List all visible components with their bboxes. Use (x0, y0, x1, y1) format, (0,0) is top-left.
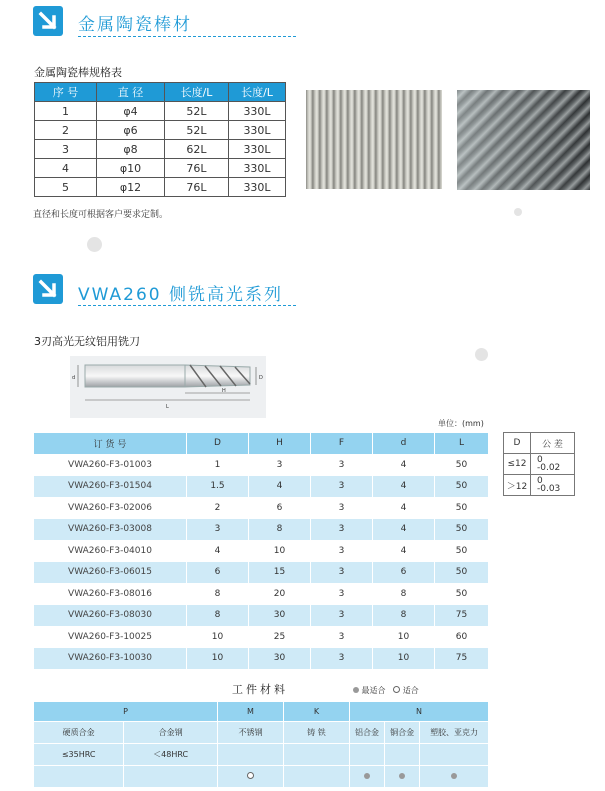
table-cell: 30 (249, 648, 311, 670)
table-row (34, 540, 489, 562)
table-cell: 10 (373, 648, 435, 670)
table-cell: 10 (249, 540, 311, 562)
legend-best: 最适合 (361, 686, 386, 695)
section-title: 金属陶瓷棒材 (78, 15, 192, 35)
table-cell: 4 (373, 497, 435, 519)
order-code-cell: VWA260-F3-02006 (34, 497, 187, 519)
tolerance-value: 0 -0.02 (531, 454, 575, 475)
table-cell: 20 (249, 583, 311, 605)
arrow-icon (33, 274, 63, 304)
table-cell: 50 (435, 540, 489, 562)
column-header: 长度/L (229, 83, 286, 102)
group-k: K (283, 702, 349, 722)
table-cell: 4 (373, 476, 435, 498)
table-cell: 3 (187, 519, 249, 541)
column-header: D (187, 433, 249, 455)
legend-ok: 适合 (402, 686, 419, 695)
table-cell: 2 (35, 121, 97, 140)
table-cell: 3 (311, 519, 373, 541)
table-cell: 4 (249, 476, 311, 498)
table-cell: 76L (165, 178, 229, 197)
table-cell: 4 (373, 454, 435, 476)
table-cell: 6 (249, 497, 311, 519)
dim-H-label: H (222, 388, 226, 394)
table-row (34, 583, 489, 605)
table-cell: 25 (249, 626, 311, 648)
table-row (34, 519, 489, 541)
tolerance-header: D (504, 433, 531, 454)
end-mill-diagram (70, 356, 266, 418)
table-cell: 4 (373, 519, 435, 541)
best-fit-icon (364, 773, 370, 779)
table-row (35, 121, 286, 140)
table-row (34, 562, 489, 584)
suitability-cell (349, 766, 384, 788)
order-code-cell: VWA260-F3-01003 (34, 454, 187, 476)
table-row (35, 159, 286, 178)
table-cell: φ6 (97, 121, 165, 140)
order-code-cell: VWA260-F3-01504 (34, 476, 187, 498)
table-cell: 8 (249, 519, 311, 541)
table-cell: 3 (311, 648, 373, 670)
table-cell: 330L (229, 178, 286, 197)
table-cell: 330L (229, 121, 286, 140)
order-code-cell: VWA260-F3-08030 (34, 605, 187, 627)
material-name: 铸 铁 (283, 722, 349, 744)
unit-label: 单位：(mm) (438, 419, 484, 428)
material-name: 不锈钢 (217, 722, 283, 744)
order-code-cell: VWA260-F3-08016 (34, 583, 187, 605)
tolerance-d: ≤12 (504, 454, 531, 475)
table-cell: 8 (187, 605, 249, 627)
table-cell: φ4 (97, 102, 165, 121)
tolerance-table (503, 432, 575, 496)
table-row (35, 102, 286, 121)
table-cell: 4 (35, 159, 97, 178)
table-cell: 75 (435, 605, 489, 627)
table-cell: 3 (249, 454, 311, 476)
table-cell: 10 (187, 626, 249, 648)
hardness-p1: ≤35HRC (34, 744, 124, 766)
dim-d-label: d (72, 375, 76, 381)
material-name: 塑胶、亚克力 (420, 722, 489, 744)
table-row (34, 454, 489, 476)
materials-table (33, 701, 489, 788)
column-header: F (311, 433, 373, 455)
table-cell: 3 (311, 454, 373, 476)
product-table (33, 432, 489, 670)
fit-icon (247, 772, 254, 779)
column-header: H (249, 433, 311, 455)
table-cell: 3 (311, 476, 373, 498)
column-header: 订 货 号 (34, 433, 187, 455)
table-cell: 1.5 (187, 476, 249, 498)
table-cell: 3 (311, 626, 373, 648)
tolerance-value: 0 -0.03 (531, 475, 575, 496)
table-cell: 1 (187, 454, 249, 476)
table-cell: 10 (187, 648, 249, 670)
order-code-cell: VWA260-F3-03008 (34, 519, 187, 541)
table-cell: 52L (165, 102, 229, 121)
table-cell: 3 (311, 605, 373, 627)
table-cell: 4 (187, 540, 249, 562)
table-cell: 8 (373, 583, 435, 605)
table-cell: 330L (229, 140, 286, 159)
arrow-icon (33, 6, 63, 36)
table-row (34, 497, 489, 519)
table-cell: 50 (435, 562, 489, 584)
table-cell: 75 (435, 648, 489, 670)
table-cell: 50 (435, 476, 489, 498)
table-cell: 1 (35, 102, 97, 121)
suitability-cell (420, 766, 489, 788)
table-cell: 50 (435, 583, 489, 605)
table-cell: 8 (187, 583, 249, 605)
suitability-cell (385, 766, 420, 788)
table-cell: 8 (373, 605, 435, 627)
best-fit-icon (399, 773, 405, 779)
table-cell: 50 (435, 497, 489, 519)
best-fit-icon (353, 687, 359, 693)
best-fit-icon (451, 773, 457, 779)
table-cell: 4 (373, 540, 435, 562)
table-cell: 30 (249, 605, 311, 627)
table-cell: 3 (311, 540, 373, 562)
materials-title: 工件材料 (232, 683, 288, 696)
table-cell: 6 (373, 562, 435, 584)
table-cell: 50 (435, 519, 489, 541)
section-divider (78, 36, 296, 37)
group-m: M (217, 702, 283, 722)
group-n: N (349, 702, 488, 722)
dim-D-label: D (259, 375, 263, 381)
table-cell: 3 (311, 497, 373, 519)
suitability-cell (34, 766, 124, 788)
materials-legend (353, 685, 419, 696)
decor-circle (87, 237, 102, 252)
material-name: 合金钢 (124, 722, 218, 744)
decor-circle (514, 208, 522, 216)
table-caption: 金属陶瓷棒规格表 (34, 66, 122, 79)
order-code-cell: VWA260-F3-10030 (34, 648, 187, 670)
product-subtitle: 3刃高光无纹铝用铣刀 (34, 335, 140, 348)
fit-icon (393, 686, 400, 693)
material-name: 铝合金 (349, 722, 384, 744)
suitability-cell (217, 766, 283, 788)
order-code-cell: VWA260-F3-04010 (34, 540, 187, 562)
order-code-cell: VWA260-F3-06015 (34, 562, 187, 584)
group-p: P (34, 702, 218, 722)
table-cell: 3 (311, 562, 373, 584)
table-cell: 10 (373, 626, 435, 648)
table-cell: 330L (229, 159, 286, 178)
column-header: 直 径 (97, 83, 165, 102)
table-row (35, 178, 286, 197)
table-row (34, 648, 489, 670)
table-cell: 50 (435, 454, 489, 476)
column-header: 长度/L (165, 83, 229, 102)
table-cell: 62L (165, 140, 229, 159)
suitability-cell (124, 766, 218, 788)
order-code-cell: VWA260-F3-10025 (34, 626, 187, 648)
table-cell: φ8 (97, 140, 165, 159)
material-name: 铜合金 (385, 722, 420, 744)
table-row (34, 605, 489, 627)
table-row (34, 476, 489, 498)
table-cell: φ10 (97, 159, 165, 178)
hardness-p2: ＜48HRC (124, 744, 218, 766)
material-name: 硬质合金 (34, 722, 124, 744)
section-title: VWA260 侧铣高光系列 (78, 285, 283, 305)
custom-note: 直径和长度可根据客户要求定制。 (33, 210, 169, 220)
column-header: L (435, 433, 489, 455)
table-cell: 15 (249, 562, 311, 584)
table-cell: 330L (229, 102, 286, 121)
table-row (35, 140, 286, 159)
table-cell: 5 (35, 178, 97, 197)
table-cell: 52L (165, 121, 229, 140)
table-cell: 6 (187, 562, 249, 584)
table-cell: 3 (35, 140, 97, 159)
table-cell: 76L (165, 159, 229, 178)
decor-circle (475, 348, 488, 361)
section-divider (78, 305, 296, 306)
column-header: d (373, 433, 435, 455)
table-cell: 60 (435, 626, 489, 648)
table-cell: 3 (311, 583, 373, 605)
column-header: 序 号 (35, 83, 97, 102)
tolerance-header: 公 差 (531, 433, 575, 454)
bar-spec-table (34, 82, 286, 197)
suitability-cell (283, 766, 349, 788)
table-row (34, 626, 489, 648)
table-cell: 2 (187, 497, 249, 519)
ceramic-bars-photo (306, 90, 442, 189)
tolerance-d: ＞12 (504, 475, 531, 496)
photo-shading (457, 90, 590, 190)
table-cell: φ12 (97, 178, 165, 197)
dim-L-label: L (166, 404, 169, 410)
